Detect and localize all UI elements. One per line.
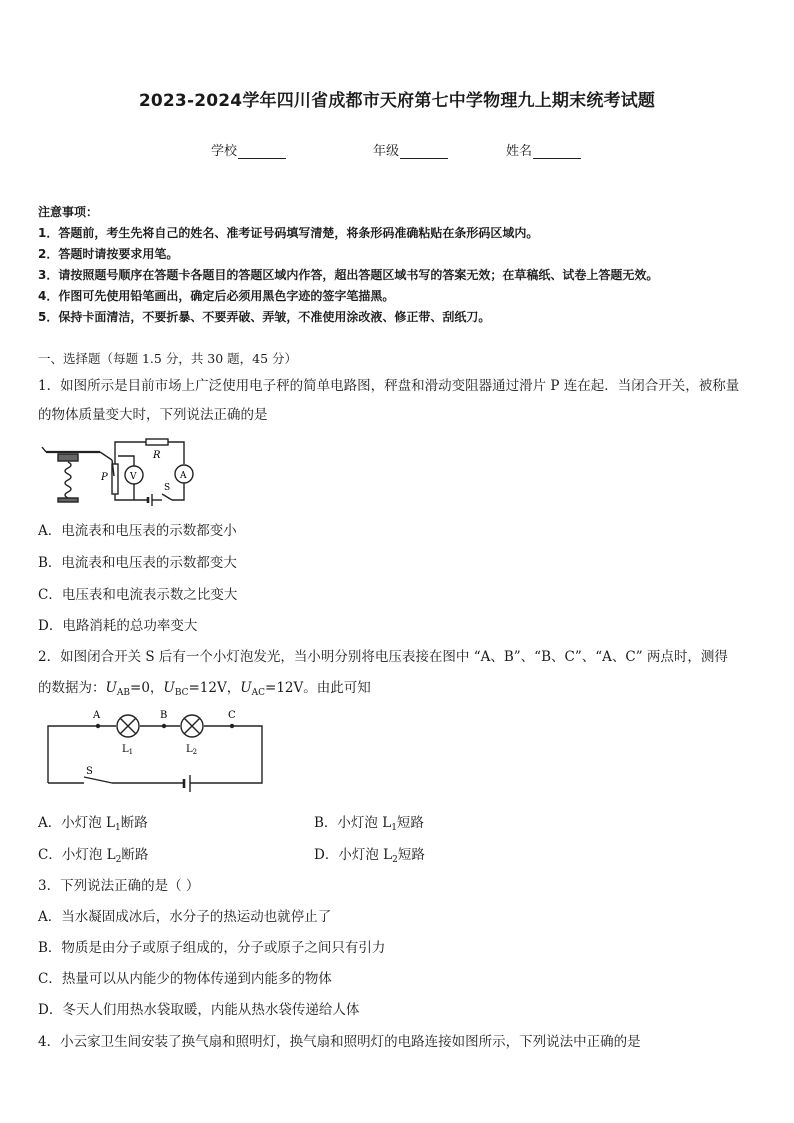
slider-label: P bbox=[101, 472, 108, 483]
q3-option[interactable]: D．冬天人们用热水袋取暖，内能从热水袋传递给人体 bbox=[38, 1002, 360, 1018]
switch-label: S bbox=[86, 766, 93, 777]
q1-option[interactable]: D．电路消耗的总功率变大 bbox=[38, 618, 198, 634]
point-a-label: A bbox=[93, 710, 101, 721]
notice-heading: 注意事项： bbox=[38, 205, 99, 219]
section-heading: 一、选择题（每题 1.5 分，共 30 题，45 分） bbox=[38, 351, 298, 366]
q2-option[interactable]: A．小灯泡 $L_1$断路 bbox=[38, 815, 148, 833]
q2-stem-line1: 2．如图闭合开关 S 后有一个小灯泡发光，当小明分别将电压表接在图中 “A、B”、“B、C”、“A、C” 两点时，测得 bbox=[38, 649, 728, 665]
voltmeter-label: V bbox=[130, 472, 137, 482]
notice-item: 4．作图可先使用铅笔画出，确定后必须用黑色字迹的签字笔描黑。 bbox=[38, 289, 395, 303]
q1-option[interactable]: C．电压表和电流表示数之比变大 bbox=[38, 587, 238, 603]
name-field bbox=[506, 140, 581, 159]
q1-stem-line1: 1．如图所示是目前市场上广泛使用电子秤的简单电路图，秤盘和滑动变阻器通过滑片 P 连在起．当闭合开关，被称量 bbox=[38, 378, 740, 394]
point-c-label: C bbox=[228, 710, 236, 721]
lamp2-label: $L_2$ bbox=[186, 744, 198, 756]
q1-option[interactable]: B．电流表和电压表的示数都变大 bbox=[38, 555, 237, 571]
notice-item: 3．请按照题号顺序在答题卡各题目的答题区域内作答，超出答题区域书写的答案无效；在草稿纸、试卷上答题无效。 bbox=[38, 268, 659, 282]
notice-item: 5．保持卡面清洁，不要折暴、不要弄破、弄皱，不准使用涂改液、修正带、刮纸刀。 bbox=[38, 310, 491, 324]
ammeter-label: A bbox=[180, 471, 187, 481]
q2-option[interactable]: D．小灯泡 $L_2$短路 bbox=[314, 847, 425, 865]
grade-label: 年级 bbox=[373, 144, 400, 159]
q2-stem-line2: 的数据为：$U_{AB}=0$，$U_{BC}=12V$，$U_{AC}=12V$。由此可知 bbox=[38, 680, 371, 698]
resistor-label: R bbox=[153, 450, 161, 461]
q3-stem: 3．下列说法正确的是（ ） bbox=[38, 878, 200, 894]
notice-item: 1．答题前，考生先将自己的姓名、准考证号码填写清楚，将条形码准确粘贴在条形码区域内。 bbox=[38, 226, 539, 240]
q2-option[interactable]: C．小灯泡 $L_2$断路 bbox=[38, 847, 149, 865]
q1-option[interactable]: A．电流表和电压表的示数都变小 bbox=[38, 523, 237, 539]
grade-field bbox=[373, 140, 448, 159]
q3-option[interactable]: B．物质是由分子或原子组成的，分子或原子之间只有引力 bbox=[38, 940, 386, 956]
q3-option[interactable]: C．热量可以从内能少的物体传递到内能多的物体 bbox=[38, 971, 332, 987]
q1-scale-circuit-diagram bbox=[38, 436, 198, 508]
notice-item: 2．答题时请按要求用笔。 bbox=[38, 247, 179, 261]
school-label: 学校 bbox=[211, 144, 238, 159]
school-field bbox=[211, 140, 286, 159]
point-b-label: B bbox=[160, 710, 168, 721]
q4-stem: 4．小云家卫生间安装了换气扇和照明灯，换气扇和照明灯的电路连接如图所示，下列说法中正确的是 bbox=[38, 1034, 641, 1050]
grade-blank[interactable] bbox=[400, 144, 448, 159]
name-blank[interactable] bbox=[533, 144, 581, 159]
q2-option[interactable]: B．小灯泡 $L_1$短路 bbox=[314, 815, 424, 833]
q2-series-circuit-diagram bbox=[40, 706, 270, 804]
school-blank[interactable] bbox=[238, 144, 286, 159]
q3-option[interactable]: A．当水凝固成冰后，水分子的热运动也就停止了 bbox=[38, 909, 332, 925]
exam-title: 2023-2024学年四川省成都市天府第七中学物理九上期末统考试题 bbox=[138, 91, 656, 111]
name-label: 姓名 bbox=[506, 144, 533, 159]
lamp1-label: $L_1$ bbox=[122, 744, 134, 756]
switch-label: S bbox=[164, 483, 171, 493]
q1-stem-line2: 的物体质量变大时，下列说法正确的是 bbox=[38, 407, 268, 423]
